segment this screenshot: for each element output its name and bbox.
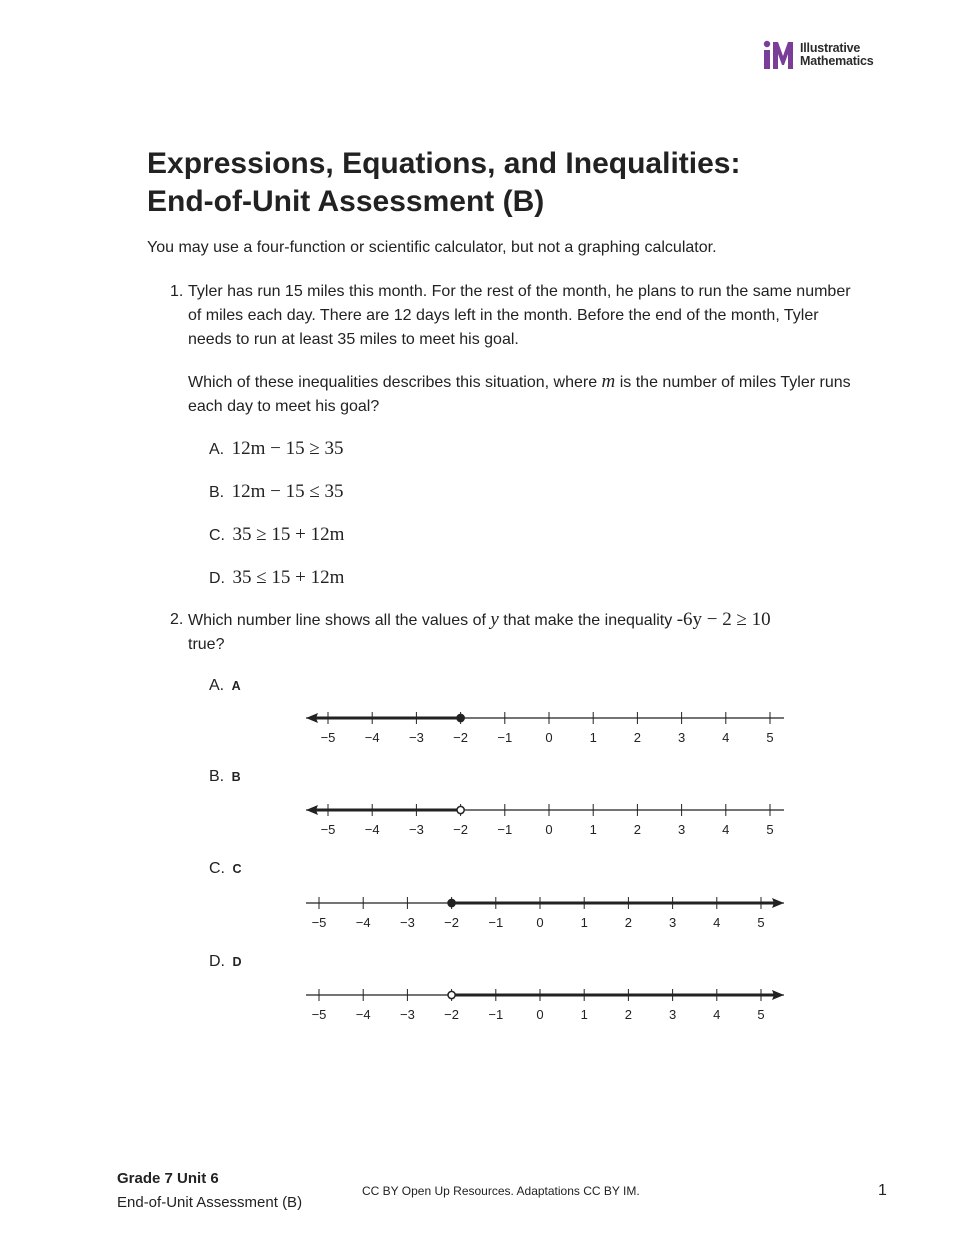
logo-line1: Illustrative — [800, 41, 861, 55]
tick-label: 5 — [766, 822, 774, 837]
title-line2: End-of-Unit Assessment (B) — [147, 185, 545, 218]
tick-label: 2 — [633, 822, 642, 837]
option-letter: B. — [209, 768, 225, 785]
tick-label: −1 — [497, 730, 513, 745]
tick-label: 3 — [677, 730, 686, 745]
q2-text: Which number line shows all the values of — [188, 612, 491, 629]
tick-label: −1 — [488, 1007, 504, 1022]
logo-line2: Mathematics — [800, 54, 874, 68]
tick-label: −3 — [408, 730, 424, 745]
q2-text: that make the inequality — [498, 612, 677, 629]
choice-letter: D. — [209, 570, 225, 587]
tick-label: 5 — [757, 1007, 765, 1022]
tick-label: 4 — [713, 915, 721, 930]
tick-label: −3 — [399, 1007, 415, 1022]
q2-text: true? — [188, 636, 225, 653]
question-1-prompt — [188, 370, 853, 419]
closed-endpoint — [457, 714, 464, 721]
tick-label: 2 — [633, 730, 642, 745]
im-logo — [762, 40, 874, 70]
tick-label: 4 — [722, 822, 730, 837]
choice-expression: 12m − 15 ≥ 35 — [231, 438, 344, 459]
q1-choice-d[interactable] — [209, 565, 344, 592]
number-line-a[interactable] — [300, 700, 800, 750]
tick-label: 3 — [677, 822, 686, 837]
page-title — [147, 145, 847, 221]
option-tag: C — [232, 862, 242, 876]
tick-label: 5 — [757, 915, 765, 930]
footer-grade: Grade 7 Unit 6 — [117, 1170, 219, 1187]
tick-label: −5 — [320, 822, 336, 837]
im-logo-mark-icon — [762, 40, 796, 70]
choice-letter: B. — [209, 484, 225, 501]
tick-label: −2 — [453, 730, 469, 745]
tick-label: 1 — [580, 915, 588, 930]
tick-label: −1 — [497, 822, 513, 837]
footer-subtitle: End-of-Unit Assessment (B) — [117, 1194, 303, 1211]
q1-choice-b[interactable] — [209, 479, 344, 506]
prompt-text: Which of these inequalities describes this situation, where — [188, 374, 602, 391]
tick-label: −3 — [408, 822, 424, 837]
tick-label: 0 — [545, 730, 553, 745]
tick-label: 4 — [722, 730, 730, 745]
variable-y: y — [490, 609, 499, 630]
question-2-number: 2. — [170, 611, 184, 628]
number-line-d[interactable] — [300, 977, 800, 1027]
tick-label: 2 — [624, 1007, 633, 1022]
closed-endpoint — [448, 899, 455, 906]
open-endpoint — [448, 991, 455, 998]
open-endpoint — [457, 806, 464, 813]
title-line1: Expressions, Equations, and Inequalities: — [147, 147, 741, 180]
tick-label: 5 — [766, 730, 774, 745]
tick-label: −4 — [364, 822, 380, 837]
tick-label: 1 — [580, 1007, 588, 1022]
tick-label: −1 — [488, 915, 504, 930]
tick-label: −4 — [355, 915, 371, 930]
q1-choice-c[interactable] — [209, 522, 344, 549]
question-1-text: Tyler has run 15 miles this month. For the rest of the month, he plans to run the same number of miles each day. There are 12 days left in the month. Before the end of the month, Tyler needs to run at least 35 miles to meet his goal. — [188, 283, 851, 348]
option-letter: D. — [209, 953, 225, 970]
option-letter: A. — [209, 677, 225, 694]
tick-label: 2 — [624, 915, 633, 930]
option-tag: B — [231, 770, 241, 784]
tick-label: −5 — [311, 915, 327, 930]
choice-expression: 35 ≤ 15 + 12m — [232, 567, 345, 588]
q2-option-a-label[interactable] — [209, 674, 241, 698]
choice-letter: C. — [209, 527, 225, 544]
question-1-number: 1. — [170, 283, 184, 300]
tick-label: −2 — [444, 1007, 460, 1022]
choice-expression: 12m − 15 ≤ 35 — [231, 481, 344, 502]
tick-label: 4 — [713, 1007, 721, 1022]
tick-label: 0 — [545, 822, 553, 837]
choice-letter: A. — [209, 441, 225, 458]
q1-choice-a[interactable] — [209, 436, 344, 463]
q2-option-d-label[interactable] — [209, 950, 241, 974]
tick-label: −4 — [364, 730, 380, 745]
tick-label: 3 — [668, 1007, 677, 1022]
q2-option-c-label[interactable] — [209, 857, 241, 881]
tick-label: 1 — [589, 822, 597, 837]
option-letter: C. — [209, 860, 225, 877]
number-line-b[interactable] — [300, 792, 800, 842]
tick-label: 0 — [536, 915, 544, 930]
tick-label: −5 — [311, 1007, 327, 1022]
tick-label: 1 — [589, 730, 597, 745]
choice-expression: 35 ≥ 15 + 12m — [232, 524, 345, 545]
calculator-instructions: You may use a four-function or scientific calculator, but not a graphing calculator. — [147, 239, 717, 256]
tick-label: −3 — [399, 915, 415, 930]
option-tag: A — [231, 679, 241, 693]
prompt-text: is the number of miles Tyler runs each day to meet his goal? — [188, 374, 851, 415]
tick-label: −2 — [444, 915, 460, 930]
im-logo-wordmark — [800, 42, 874, 68]
tick-label: 0 — [536, 1007, 544, 1022]
tick-label: 3 — [668, 915, 677, 930]
variable-m: m — [601, 371, 616, 392]
question-2-text — [188, 608, 853, 657]
option-tag: D — [232, 955, 242, 969]
tick-label: −5 — [320, 730, 336, 745]
tick-label: −4 — [355, 1007, 371, 1022]
page-number: 1 — [878, 1182, 887, 1199]
tick-label: −2 — [453, 822, 469, 837]
q2-option-b-label[interactable] — [209, 765, 241, 789]
number-line-c[interactable] — [300, 885, 800, 935]
footer-license: CC BY Open Up Resources. Adaptations CC BY IM. — [362, 1184, 640, 1198]
q2-inequality: -6y − 2 ≥ 10 — [676, 609, 771, 630]
